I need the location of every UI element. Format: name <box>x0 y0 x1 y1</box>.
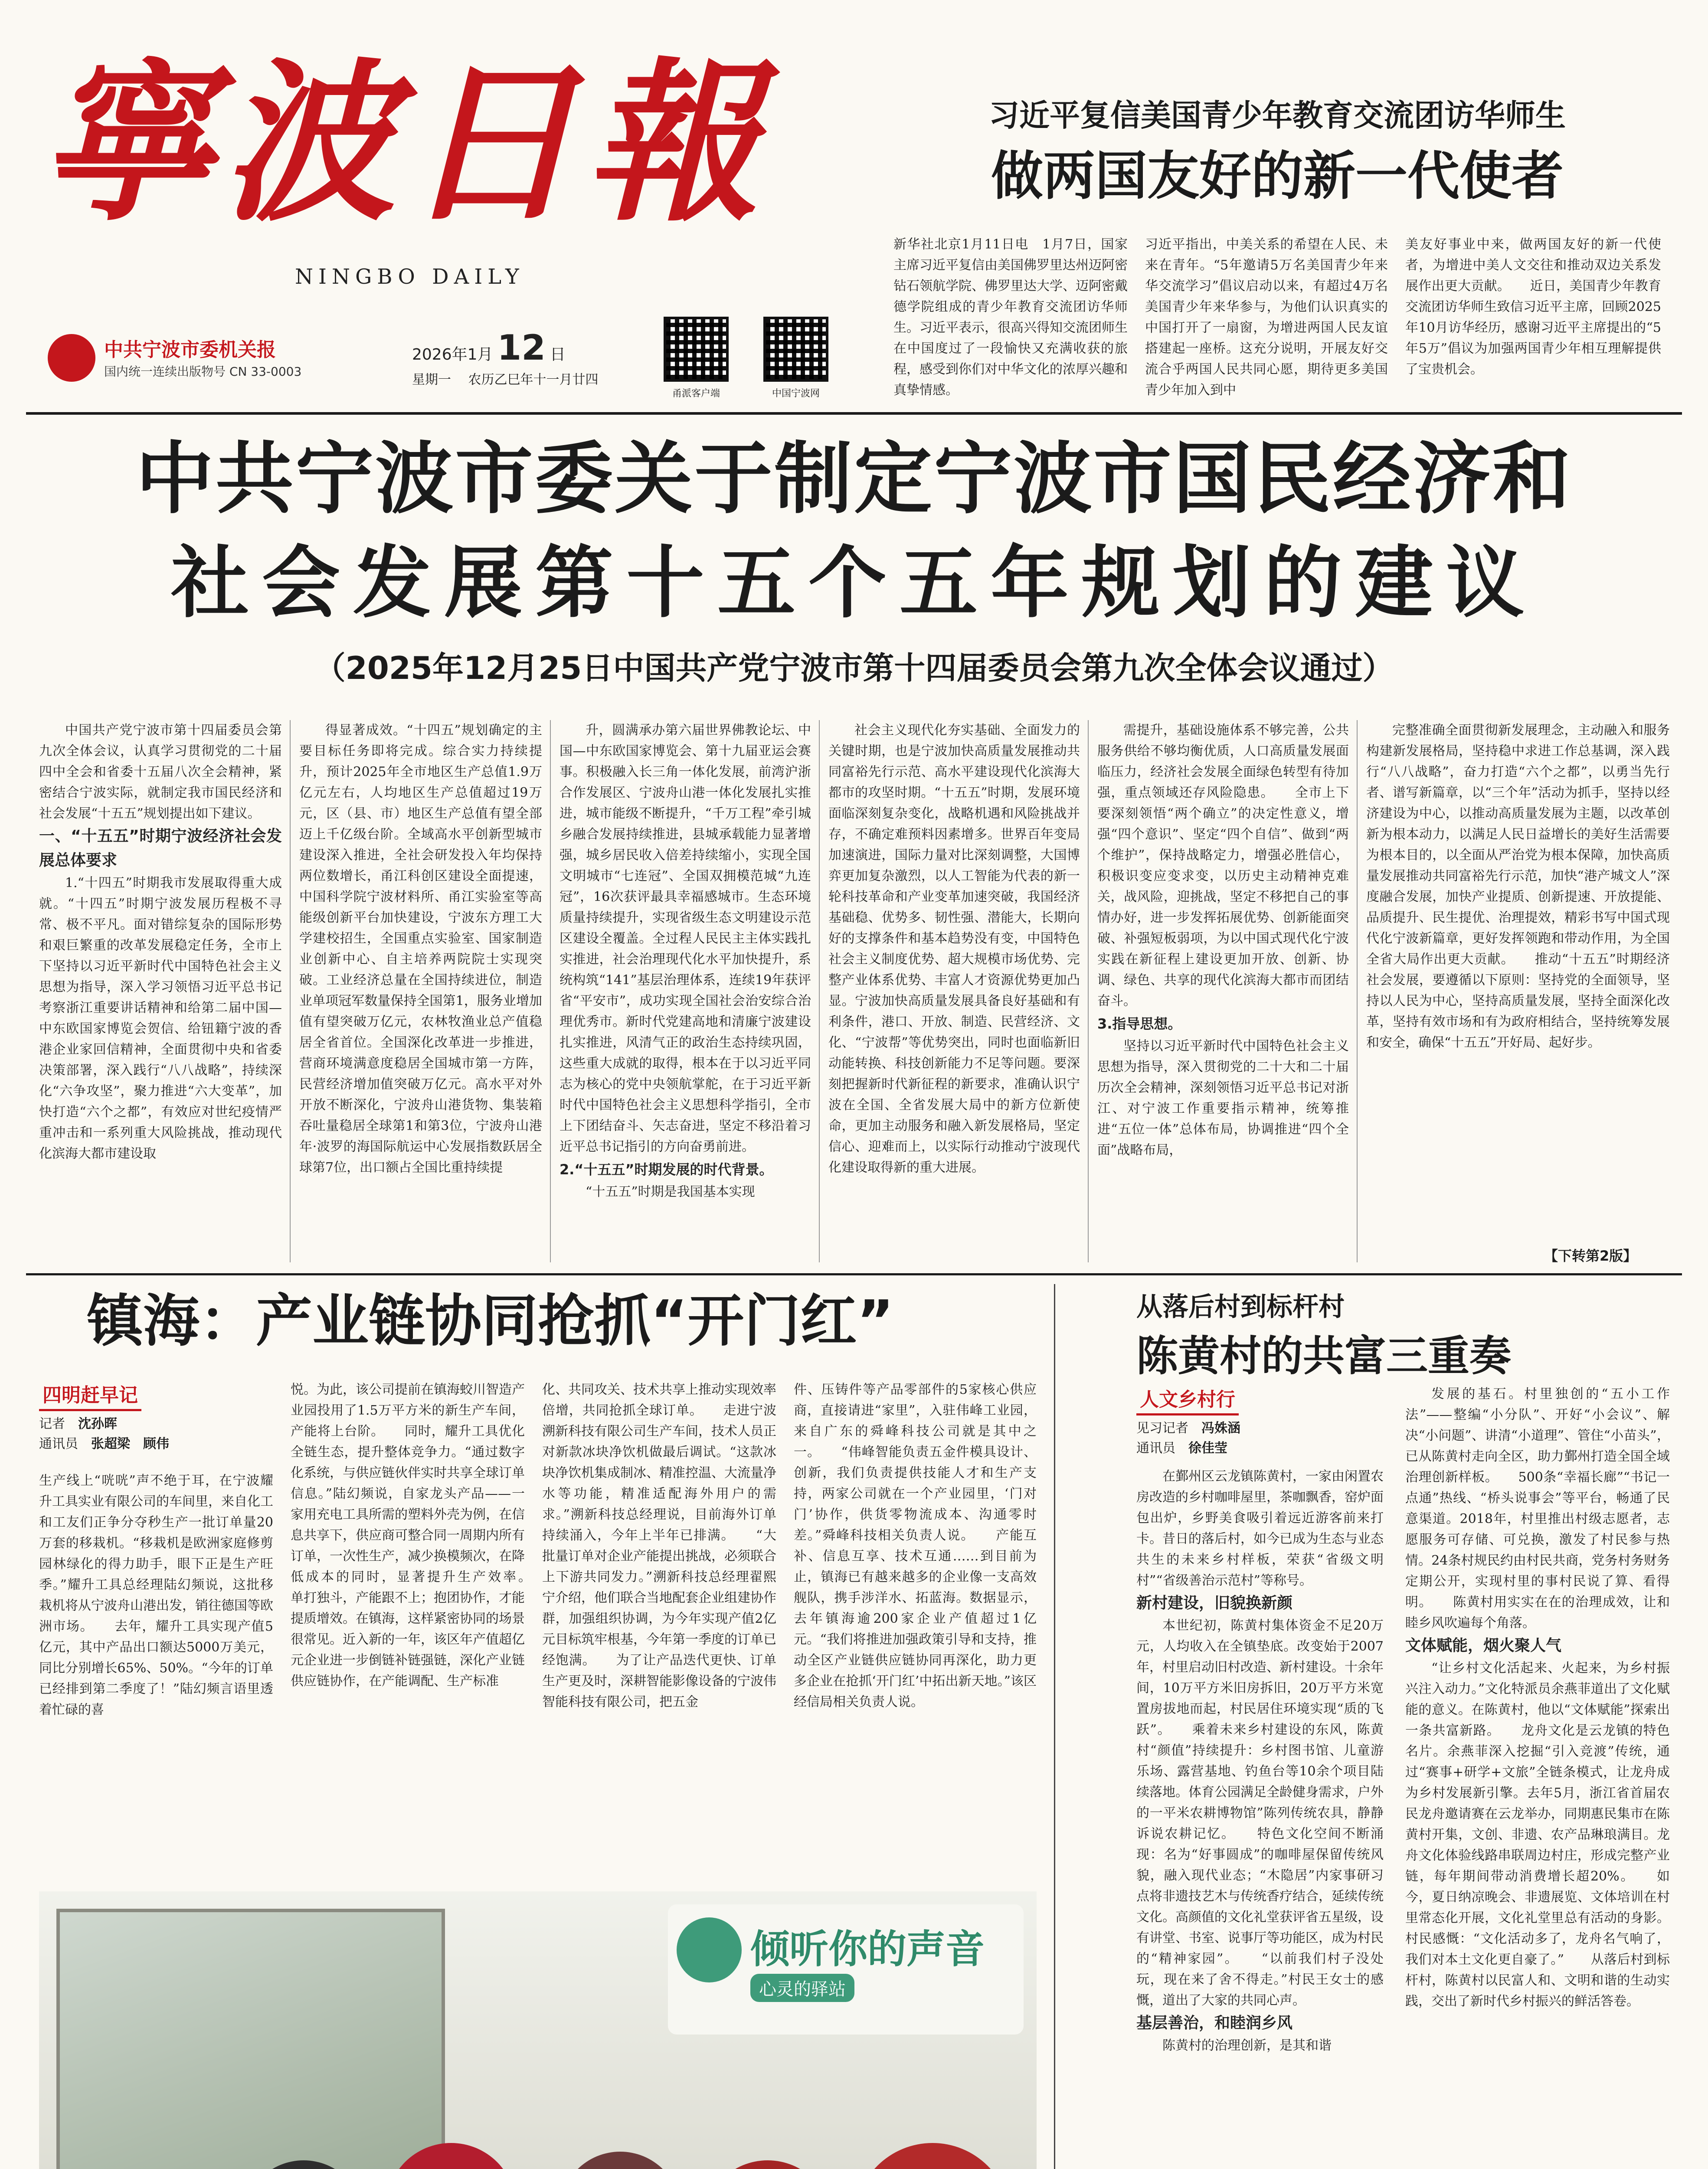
section1-title: 一、“十五五”时期宁波经济社会发展总体要求 <box>39 827 282 869</box>
date-day: 12 <box>497 328 546 368</box>
zhenhai-byline <box>39 1414 273 1454</box>
divider <box>1357 720 1358 1262</box>
top-story-col1: 新华社北京1月11日电 1月7日，国家主席习近平复信由美国佛罗里达州迈阿密钻石领航学院、佛罗里达大学、迈阿密戴德学院组成的青少年教育交流团访华师生。习近平表示，很高兴得知交流团师生在中国度过了一段愉快又充满收获的旅程，感受到你们对中华文化的浓厚兴趣和真挚情感。 <box>893 237 1128 398</box>
main-col3-body: 升，圆满承办第六届世界佛教论坛、中国—中东欧国家博览会、第十九届亚运会赛事。积极融入长三角一体化发展，前湾沪浙合作发展区、宁波舟山港一体化发展扎实推进，城市能级不断提升，“千万工程”牵引城乡融合发展持续推进，县城承载能力显著增强，城乡居民收入倍差持续缩小，实现全国文明城市“七连冠”、全国双拥模范城“九连冠”，16次获评最具幸福感城市。生态环境质量持续提升，实现省级生态文明建设示范区建设全覆盖。全过程人民民主主体实践扎实推进，社会治理现代化水平加快提升，系统构筑“141”基层治理体系，连续19年获评省“平安市”，成功实现全国社会治安综合治理优秀市。新时代党建高地和清廉宁波建设扎实推进，风清气正的政治生态持续巩固，这些重大成就的取得，根本在于以习近平同志为核心的党中央领航掌舵，在于习近平新时代中国特色社会主义思想科学指引，全市上下团结奋斗、矢志奋进，坚定不移沿着习近平总书记指引的方向奋勇前进。 <box>560 723 811 1154</box>
zhenhai-col4: 件、压铸件等产品零部件的5家核心供应商，直接请进“家里”，入驻伟峰工业园，来自广东的舜峰科技公司就是其中之一。 “伟峰智能负责五金件模具设计、创新，我们负责提供技能人才和生产支持，两家公司就在一个产业园里，‘门对门’协作，供货零物流成本、沟通零时差。”舜峰科技相关负责人说。 产能互补、信息互享、技术互通……到目前为止，镇海已有越来越多的企业像一支高效舰队，携手涉洋水、拓蓝海。数据显示，去年镇海逾200家企业产值超过1亿元。“我们将推进加强政策引导和支持，推动全区产业链供应链协同再深化，助力更多企业在抢抓‘开门红’中拓出新天地。”该区经信局相关负责人说。 <box>794 1382 1037 1710</box>
main-col3 <box>560 720 811 1267</box>
divider <box>550 720 551 1262</box>
organ-label: 中共宁波市委机关报 <box>104 339 276 361</box>
chenhuang-col1-b: 本世纪初，陈黄村集体资金不足20万元，人均收入在全镇垫底。改变始于2007年，村里启动旧村改造、新村建设。十余年间，10万平方米旧房拆旧，20万平方米宽置房拔地而起，村民居住环境实现“质的飞跃”。 乘着未来乡村建设的东风，陈黄村“颜值”持续提升：乡村图书馆、儿童游乐场、露营基地、钓鱼台等10余个项目陆续落地。体育公园满足全龄健身需求，户外的一平米农耕博物馆”陈列传统农具，静静诉说农耕记忆。 特色文化空间不断涌现：名为“好事圆成”的咖啡屋保留传统风貌，融入现代业态；“木隐居”内家事研习点将非遗技艺木与传统香疗结合，延续传统文化。高颜值的文化礼堂获评省五星级，设有讲堂、书室、说事厅等功能区，成为村民的“精神家园”。 “以前我们村子没处玩，现在来了舍不得走。”村民王女士的感慨，道出了大家的共同心声。 <box>1136 1618 1384 2008</box>
chenhuang-col1-c: 陈黄村的治理创新，是其和谐 <box>1162 2038 1332 2053</box>
column-tag-label: 四明赶早记 <box>39 1379 141 1411</box>
date-month: 2026年1月 <box>412 346 493 364</box>
zhenhai-col1: 生产线上“咣咣”声不绝于耳，在宁波耀升工具实业有限公司的车间里，来自化工和工友们正争分夺秒生产一批订单量20万套的移栽机。“移栽机是欧洲家庭修剪园林绿化的得力助手，眼下正是生产旺季。”耀升工具总经理陆幻频说，这批移栽机将从宁波舟山港出发，销往德国等欧洲市场。 去年，耀升工具实现产值5亿元，其中产品出口额达5000万美元，同比分别增长65%、50%。“今年的订单已经排到第二季度了！”陆幻频言语里透着忙碌的喜 <box>39 1473 273 1717</box>
signboard-text: 倾听你的声音 <box>750 1927 985 1972</box>
divider <box>290 720 291 1262</box>
lunar-date: 农历乙巳年十一月廿四 <box>468 372 599 387</box>
top-story-col2: 习近平指出，中美关系的希望在人民、未来在青年。“5年邀请5万名美国青少年来华交流学习”倡议启动以来，有超过4万名美国青少年来华参与，为他们认识真实的中国打开了一扇窗，为增进两国人民友谊搭建起一座桥。这充分说明，开展友好交流合乎两国人民共同心愿，期待更多美国青少年加入到中 <box>1145 237 1388 398</box>
top-story-headline[interactable]: 做两国友好的新一代使者 <box>991 146 1564 206</box>
divider <box>819 720 820 1262</box>
byline-role: 见习记者 <box>1136 1421 1188 1436</box>
party-logo-icon <box>48 334 95 382</box>
qr-code-icon[interactable] <box>664 317 729 382</box>
weekday-line <box>412 369 599 388</box>
main-col3-subhead: 2.“十五五”时期发展的时代背景。 <box>560 1161 773 1178</box>
byline-names: 冯姝涵 <box>1201 1421 1240 1436</box>
chenhuang-col1 <box>1136 1466 1384 2169</box>
zhenhai-headline[interactable]: 镇海：产业链协同抢抓“开门红” <box>87 1288 894 1354</box>
chenhuang-kicker[interactable]: 从落后村到标杆村 <box>1136 1292 1345 1322</box>
main-col6-body: 完整准确全面贯彻新发展理念，主动融入和服务构建新发展格局，坚持稳中求进工作总基调，深入践行“八八战略”，奋力打造“六个之都”，以勇当先行者、谱写新篇章，以“三个年”活动为抓手，坚持以经济建设为中心，以推动高质量发展为主题，以改革创新为根本动力，以满足人民日益增长的美好生活需要为根本目的，以全面从严治党为根本保障，加快高质量发展推动共同富裕先行示范，加快“港产城文人”深度融合发展，加快产业提质、创新提速、开放提能、品质提升、民生提优、治理提效，精彩书写中国式现代化宁波新篇章，更好发挥领跑和带动作用，为全国全省大局作出更大贡献。 推动“十五五”时期经济社会发展，要遵循以下原则：坚持党的全面领导，坚持以人民为中心，坚持高质量发展，坚持全面深化改革，坚持有效市场和有为政府相结合，坚持统筹发展和安全，确保“十五五”开好局、起好步。 <box>1366 723 1670 1050</box>
main-col3-tail: “十五五”时期是我国基本实现 <box>586 1184 755 1199</box>
main-col2 <box>299 720 542 1267</box>
continue-marker[interactable]: 【下转第2版】 <box>1544 1248 1637 1264</box>
top-story-kicker[interactable]: 习近平复信美国青少年教育交流团访华师生 <box>989 98 1566 133</box>
byline-role: 记者 <box>39 1416 65 1432</box>
byline-names: 沈孙晖 <box>78 1416 117 1432</box>
signboard-subtext: 心灵的驿站 <box>750 1974 854 2002</box>
chenhuang-sub3: 文体赋能，烟火聚人气 <box>1405 1637 1562 1655</box>
divider <box>1088 720 1089 1262</box>
chenhuang-col2-b: “让乡村文化活起来、火起来，为乡村振兴注入动力。”文化特派员余燕菲道出了文化赋能的意义。在陈黄村，他以“文体赋能”探索出一条共富新路。 龙舟文化是云龙镇的特色名片。余燕菲深入挖掘“引入竞渡”传统，通过“赛事+研学+文旅”全链条模式，让龙舟成为乡村发展新引擎。去年5月，浙江省首届农民龙舟邀请赛在云龙举办，同期惠民集市在陈黄村开集，文创、非遗、农产品琳琅满目。龙舟文化体验线路串联周边村庄，形成完整产业链，每年期间带动消费增长超20%。 如今，夏日纳凉晚会、非遗展览、文体培训在村里常态化开展，文化礼堂里总有活动的身影。村民感慨：“文化活动多了，龙舟名气响了，我们对本土文化更自豪了。” 从落后村到标杆村，陈黄村以民富人和、文明和谐的生动实践，交出了新时代乡村振兴的鲜活答卷。 <box>1405 1661 1670 2009</box>
main-col4-body: 社会主义现代化夯实基础、全面发力的关键时期，也是宁波加快高质量发展推动共同富裕先行示范、高水平建设现代化滨海大都市的攻坚时期。“十五五”时期，发展环境面临深刻复杂变化，战略机遇和风险挑战并存，不确定难预料因素增多。世界百年变局加速演进，国际力量对比深刻调整，大国博弈更加复杂激烈，以人工智能为代表的新一轮科技革命和产业变革加速突破，我国经济基础稳、优势多、韧性强、潜能大，长期向好的支撑条件和基本趋势没有变，中国特色社会主义制度优势、超大规模市场优势、完整产业体系优势、丰富人才资源优势更加凸显。宁波加快高质量发展具备良好基础和有利条件，港口、开放、制造、民营经济、文化、“宁波帮”等优势突出，同时也面临新旧动能转换、科技创新能力不足等问题。要深刻把握新时代新征程的新要求，准确认识宁波在全国、全省发展大局中的新方位新使命，更加主动服务和融入新发展格局，坚定信心、迎难而上，以实际行动推动宁波现代化建设取得新的重大进展。 <box>828 723 1080 1175</box>
divider <box>1054 1284 1055 2169</box>
top-story <box>885 74 1670 403</box>
column-tag-label: 人文乡村行 <box>1136 1384 1239 1415</box>
zhenhai-column-tag <box>39 1379 213 1411</box>
date-suffix: 日 <box>550 346 566 364</box>
divider <box>26 1273 1682 1275</box>
signboard <box>668 1904 1024 2035</box>
signboard-logo-icon <box>677 1917 742 1982</box>
chenhuang-col1-a: 在鄞州区云龙镇陈黄村，一家由闲置农房改造的乡村咖啡屋里，茶咖飘香，窑炉面包出炉，乡野美食吸引着远近游客前来打卡。昔日的落后村，如今已成为生态与业态共生的未来乡村样板，荣获“省级文明村”“省级善治示范村”等称号。 <box>1136 1469 1384 1588</box>
qr-code-icon[interactable] <box>763 317 828 382</box>
byline-names: 徐佳莹 <box>1188 1441 1227 1456</box>
main-intro: 中国共产党宁波市第十四届委员会第九次全体会议，认真学习贯彻党的二十届四中全会和省委十五届八次全会精神，紧密结合宁波实际，就制定我市国民经济和社会发展“十五五”规划提出如下建议。 <box>39 723 282 821</box>
main-col5 <box>1097 720 1349 1267</box>
chenhuang-byline <box>1136 1419 1379 1458</box>
masthead <box>30 39 880 399</box>
chenhuang-sub1: 新村建设，旧貌换新颜 <box>1136 1594 1293 1612</box>
main-col6 <box>1366 720 1670 1241</box>
chenhuang-col2-a: 发展的基石。村里独创的“五小工作法”——整编“小分队”、开好“小会议”、解决“小问题”、讲清“小道理”、管住“小苗头”，已从陈黄村走向全区，助力鄞州打造全国全域治理创新样板。 500条“幸福长廊”“书记一点通”热线、“桥头说事会”等平台，畅通了民意渠道。2018年，村里推出村级志愿者，志愿服务可存储、可兑换，激发了村民参与热情。24条村规民约由村民共商，党务村务财务定期公开，实现村里的事村民说了算、看得明。 陈黄村用实实在在的治理成效，让和睦乡风吹遍每个角落。 <box>1405 1386 1670 1631</box>
zhenhai-col3: 化、共同攻关、技术共享上推动实现效率倍增，共同抢抓全球订单。 走进宁波溯新科技有限公司生产车间，技术人员正对新款冰块净饮机做最后调试。“这款冰块净饮机集成制冰、精准控温、大流量净水等功能，精准适配海外用户的需求。”溯新科技总经理说，目前海外订单持续涌入，今年上半年已排满。 “大批量订单对企业产能提出挑战，必须联合上下游共同发力。”溯新科技总经理翟熙宁介绍，他们联合当地配套企业组建协作群，加强组织协调，为今年实现产值2亿元目标筑牢根基，今年第一季度的订单已经饱满。 为了让产品迭代更快、订单生产更及时，深耕智能影像设备的宁波伟智能科技有限公司，把五金 <box>542 1382 776 1710</box>
divider <box>26 412 1682 415</box>
main-col5-tail: 坚持以习近平新时代中国特色社会主义思想为指导，深入贯彻党的二十大和二十届历次全会精神，深刻领悟习近平总书记对浙江、对宁波工作重要指示精神，统筹推进“五位一体”总体布局，协调推进“四个全面”战略布局， <box>1097 1039 1349 1158</box>
top-story-col3: 美友好事业中来，做两国友好的新一代使者，为增进中美人文交往和推动双边关系发展作出更大贡献。 近日，美国青少年教育交流团访华师生致信习近平主席，回顾2025年10月访华经历，感谢习近平主席提出的“5年5万”倡议为加强两国青少年相互理解提供了宝贵机会。 <box>1405 237 1661 377</box>
photo-window <box>56 1909 445 2169</box>
byline-names: 张超梁 顾伟 <box>91 1436 169 1451</box>
qr2-label: 中国宁波网 <box>772 388 820 399</box>
weekday: 星期一 <box>412 372 451 387</box>
main-col1 <box>39 720 282 1267</box>
chenhuang-headline[interactable]: 陈黄村的共富三重奏 <box>1136 1332 1511 1380</box>
main-col5-subhead: 3.指导思想。 <box>1097 1016 1182 1032</box>
qr1-label: 甬派客户端 <box>672 388 720 399</box>
byline-role: 通讯员 <box>1136 1441 1175 1456</box>
main-headline-line2[interactable]: 社会发展第十五个五年规划的建议 <box>170 538 1537 629</box>
masthead-title: 寧波日報 <box>39 41 768 245</box>
main-col2-body: 得显著成效。“十四五”规划确定的主要目标任务即将完成。综合实力持续提升，预计2025年全市地区生产总值1.9万亿元左右，人均地区生产总值超过19万元，区（县、市）地区生产总值有望全部迈上千亿级台阶。全域高水平创新型城市建设深入推进，全社会研发投入年均保持两位数增长，甬江科创区建设全面提速，中国科学院宁波材料所、甬江实验室等高能级创新平台加快建设，宁波东方理工大学建校招生，全国重点实验室、国家制造业创新中心、自主培养两院院士实现突破。工业经济总量在全国持续进位，制造业单项冠军数量保持全国第1，服务业增加值有望突破万亿元，农林牧渔业总产值稳居全省首位。全国深化改革进一步推进，营商环境满意度稳居全国城市第一方阵，民营经济增加值突破万亿元。高水平对外开放不断深化，宁波舟山港货物、集装箱吞吐量稳居全球第1和第3位，宁波舟山港年·波罗的海国际航运中心发展指数跃居全球第7位，出口额占全国比重持续提 <box>299 723 542 1175</box>
masthead-english: NINGBO DAILY <box>295 265 524 289</box>
byline-role: 通讯员 <box>39 1436 78 1451</box>
date-line <box>412 328 566 368</box>
cn-number: 国内统一连续出版物号 CN 33-0003 <box>104 364 302 379</box>
main-col5-body: 需提升，基础设施体系不够完善，公共服务供给不够均衡优质，人口高质量发展面临压力，经济社会发展全面绿色转型有待加强，重点领域还存风险隐患。 全市上下要深刻领悟“两个确立”的决定性意义，增强“四个意识”、坚定“四个自信”、做到“两个维护”，保持战略定力，增强必胜信心，积极识变应变求变，以历史主动精神克难关，战风险，迎挑战，坚定不移把自己的事情办好，进一步发挥拓展优势、创新能面突破、补强短板弱项，为以中国式现代化宁波实践在新征程上建设更加开放、创新、协调、绿色、共享的现代化滨海大都市而团结奋斗。 <box>1097 723 1349 1009</box>
chenhuang-col2 <box>1405 1384 1670 2169</box>
main-col1-body: 1.“十四五”时期我市发展取得重大成就。“十四五”时期宁波发展历程极不寻常、极不平凡。面对错综复杂的国际形势和艰巨繁重的改革发展稳定任务，全市上下坚持以习近平新时代中国特色社会主义思想为指导，深入学习领悟习近平总书记考察浙江重要讲话精神和给第二届中国—中东欧国家博览会贺信、给钮籍宁波的香港企业家回信精神，全面贯彻中央和省委决策部署，深入践行“八八战略”，持续深化“六争攻坚”，聚力推进“六大变革”，加快打造“六个之都”，有效应对世纪疫情严重冲击和一系列重大风险挑战，推动现代化滨海大都市建设取 <box>39 875 282 1161</box>
zhenhai-col2: 悦。为此，该公司提前在镇海蛟川智造产业园投用了1.5万平方米的新生产车间，产能将上台阶。 同时，耀升工具优化全链生态，提升整体竞争力。“通过数字化系统，与供应链伙伴实时共享全球订单信息。”陆幻频说，自家龙头产品——一家用充电工具所需的塑料外壳为例，在信息共享下，供应商可整合同一周期内所有订单，一次性生产，减少换模频次，在降低成本的同时，显著提升生产效率。 单打独斗，产能跟不上；抱团协作，才能提质增效。在镇海，这样紧密协同的场景很常见。近入新的一年，该区年产值超亿元企业进一步倒链补链强链，深化产业链供应链协作，在产能调配、生产标准 <box>291 1382 525 1689</box>
main-headline-line1[interactable]: 中共宁波市委关于制定宁波市国民经济和 <box>135 434 1572 524</box>
chenhuang-sub2: 基层善治，和睦润乡风 <box>1136 2014 1293 2032</box>
main-col4 <box>828 720 1080 1267</box>
news-photo[interactable] <box>39 1891 1037 2169</box>
main-subhead: （2025年12月25日中国共产党宁波市第十四届委员会第九次全体会议通过） <box>314 650 1394 686</box>
chenhuang-column-tag <box>1136 1384 1239 1415</box>
